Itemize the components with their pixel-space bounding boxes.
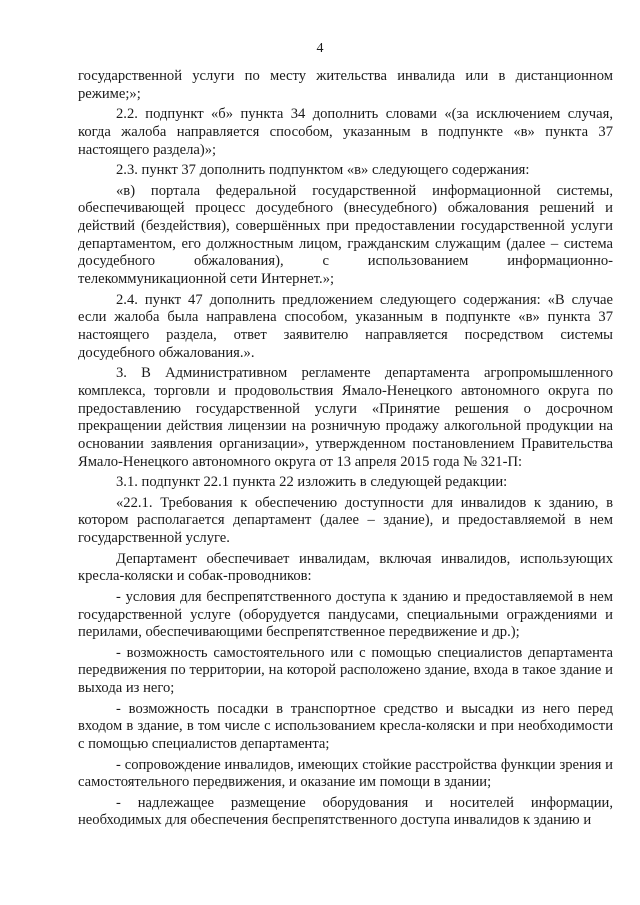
paragraph-3-1: 3.1. подпункт 22.1 пункта 22 изложить в следующей редакции: xyxy=(116,474,508,491)
paragraph-department-provides: Департамент обеспечивает инвалидам, включая инвалидов, использующих кресла-коляски и собак-проводников: xyxy=(78,550,613,585)
paragraph-3: 3. В Административном регламенте департамента агропромышленного комплекса, торговли и продовольствия Ямало-Ненецкого автономного округа по предоставлению государственной услуги «Принятие решения о досрочном прекращении действия лицензии на розничную продажу алкогольной продукции на основании заявления организации», утвержденном постановлением Правительства Ямало-Ненецкого автономного округа от 13 апреля 2015 года № 321-П: xyxy=(78,365,613,470)
page-number: 4 xyxy=(316,41,324,56)
paragraph-continuation: государственной услуги по месту жительства инвалида или в дистанционном режиме;»; xyxy=(78,68,613,102)
paragraph-2-2: 2.2. подпункт «б» пункта 34 дополнить словами «(за исключением случая, когда жалоба направляется способом, указанным в подпункте «в» пункта 37 настоящего раздела)»; xyxy=(78,106,613,158)
list-item-transport: - возможность посадки в транспортное средство и высадки из него перед входом в здание, в том числе с использованием кресла-коляски и при необходимости с помощью специалистов департамента; xyxy=(78,700,613,753)
list-item-equipment: - надлежащее размещение оборудования и носителей информации, необходимых для обеспечения беспрепятственного доступа инвалидов к зданию и xyxy=(78,794,613,829)
paragraph-22-1: «22.1. Требования к обеспечению доступности для инвалидов к зданию, в котором располагается департамент (далее – здание), и предоставляемой в нем государственной услуге. xyxy=(78,494,613,547)
paragraph-2-4: 2.4. пункт 47 дополнить предложением следующего содержания: «В случае если жалоба была направлена способом, указанным в подпункте «в» пункта 37 настоящего раздела, ответ заявителю направляется посредством системы досудебного обжалования.». xyxy=(78,291,613,361)
list-item-movement: - возможность самостоятельного или с помощью специалистов департамента передвижения по территории, на которой расположено здание, входа в такое здание и выхода из него; xyxy=(78,644,613,697)
list-item-access-conditions: - условия для беспрепятственного доступа к зданию и предоставляемой в нем государственной услуге (оборудуется пандусами, специальными ограждениями и перилами, обеспечивающими беспрепятственное передвижение и др.); xyxy=(78,588,613,641)
paragraph-subitem-v: «в) портала федеральной государственной информационной системы, обеспечивающей процесс досудебного (внесудебного) обжалования решений и действий (бездействия), совершённых при предоставлении государственной услуги департаментом, его должностным лицом, гражданским служащим (далее – система досудебного обжалования), с использованием информационно-телекоммуникационной сети Интернет.»; xyxy=(78,182,613,288)
list-item-escort: - сопровождение инвалидов, имеющих стойкие расстройства функции зрения и самостоятельного передвижения, и оказание им помощи в здании; xyxy=(78,756,613,791)
paragraph-2-3: 2.3. пункт 37 дополнить подпунктом «в» следующего содержания: xyxy=(116,162,530,179)
document-body xyxy=(78,68,613,833)
